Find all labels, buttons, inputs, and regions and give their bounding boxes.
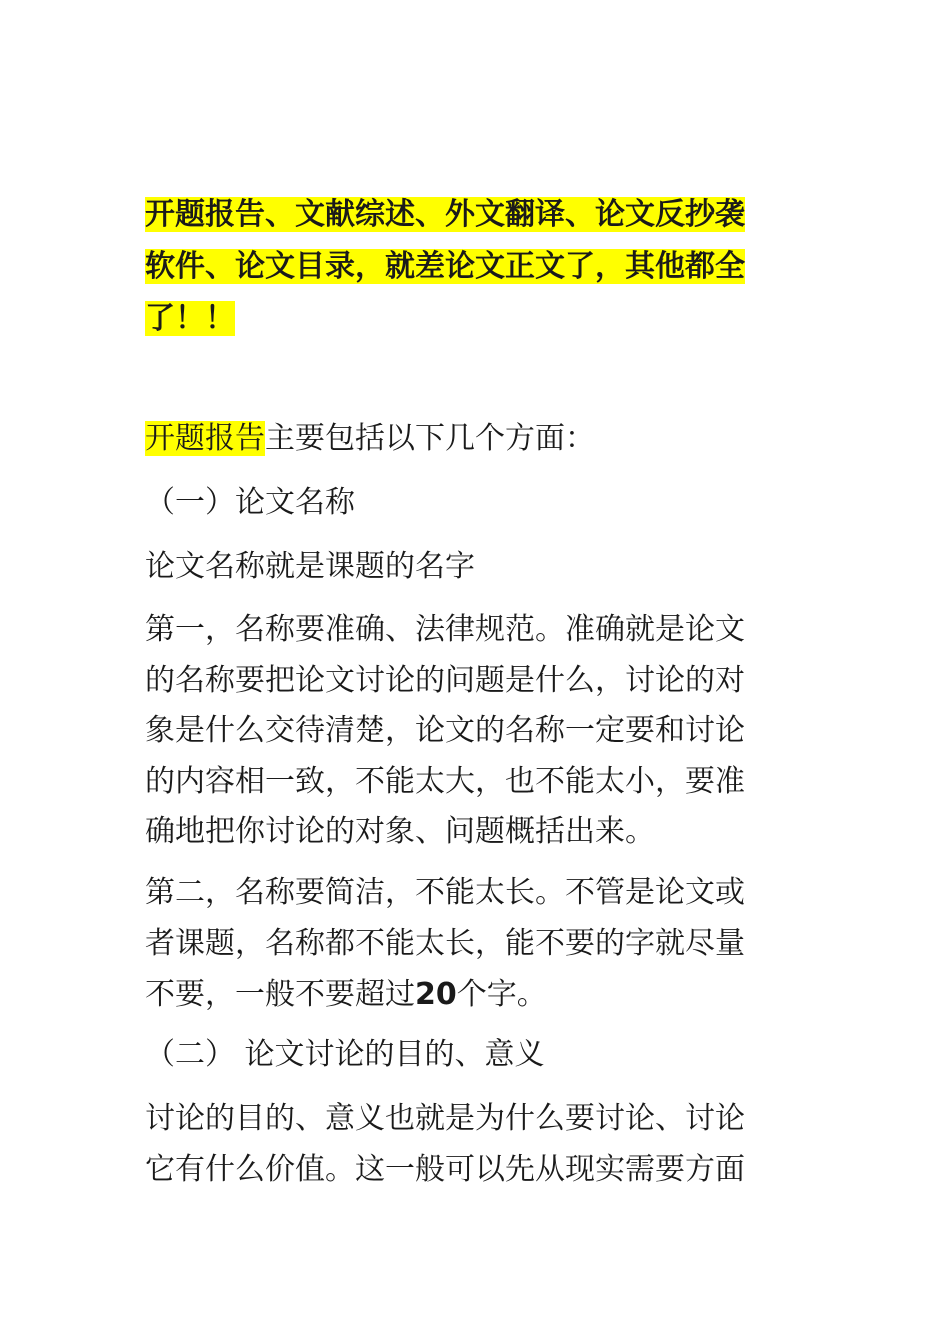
intro-highlight: 开题报告 xyxy=(145,421,265,456)
paragraph-line xyxy=(145,969,795,1020)
paragraph-line: 第一，名称要准确、法律规范。准确就是论文 xyxy=(145,612,745,647)
notice-line-1: 开题报告、文献综述、外文翻译、论文反抄袭 xyxy=(145,197,745,232)
section-1-paragraph-2 xyxy=(145,867,795,1020)
paragraph-line: 第二，名称要简洁，不能太长。不管是论文或 xyxy=(145,875,745,910)
notice-line-3: 了！！ xyxy=(145,301,235,336)
intro-paragraph xyxy=(145,413,795,465)
section-1-paragraph-1 xyxy=(145,605,795,858)
paragraph-line: 讨论的目的、意义也就是为什么要讨论、讨论 xyxy=(145,1101,745,1136)
paragraph-line: 的内容相一致，不能太大，也不能太小，要准 xyxy=(145,763,745,799)
highlighted-notice xyxy=(145,189,795,345)
paragraph-line: 确地把你讨论的对象、问题概括出来。 xyxy=(145,814,655,849)
paragraph-line: 的名称要把论文讨论的问题是什么，讨论的对 xyxy=(145,662,745,698)
notice-line-2: 软件、论文目录，就差论文正文了，其他都全 xyxy=(145,249,745,284)
intro-rest: 主要包括以下几个方面： xyxy=(265,421,595,456)
section-2-paragraph-1 xyxy=(145,1093,795,1195)
line-text-pre: 不要，一般不要超过 xyxy=(145,977,415,1012)
section-2-heading: （二） 论文讨论的目的、意义 xyxy=(145,1037,545,1072)
paragraph-line: 它有什么价值。这一般可以先从现实需要方面 xyxy=(145,1152,745,1187)
section-1-heading: （一）论文名称 xyxy=(145,485,355,520)
paragraph-line: 者课题，名称都不能太长，能不要的字就尽量 xyxy=(145,926,745,961)
line-text-post: 个字。 xyxy=(456,977,547,1012)
character-limit-number: 20 xyxy=(415,977,457,1012)
section-1-definition: 论文名称就是课题的名字 xyxy=(145,549,475,584)
paragraph-line: 象是什么交待清楚，论文的名称一定要和讨论 xyxy=(145,713,745,748)
